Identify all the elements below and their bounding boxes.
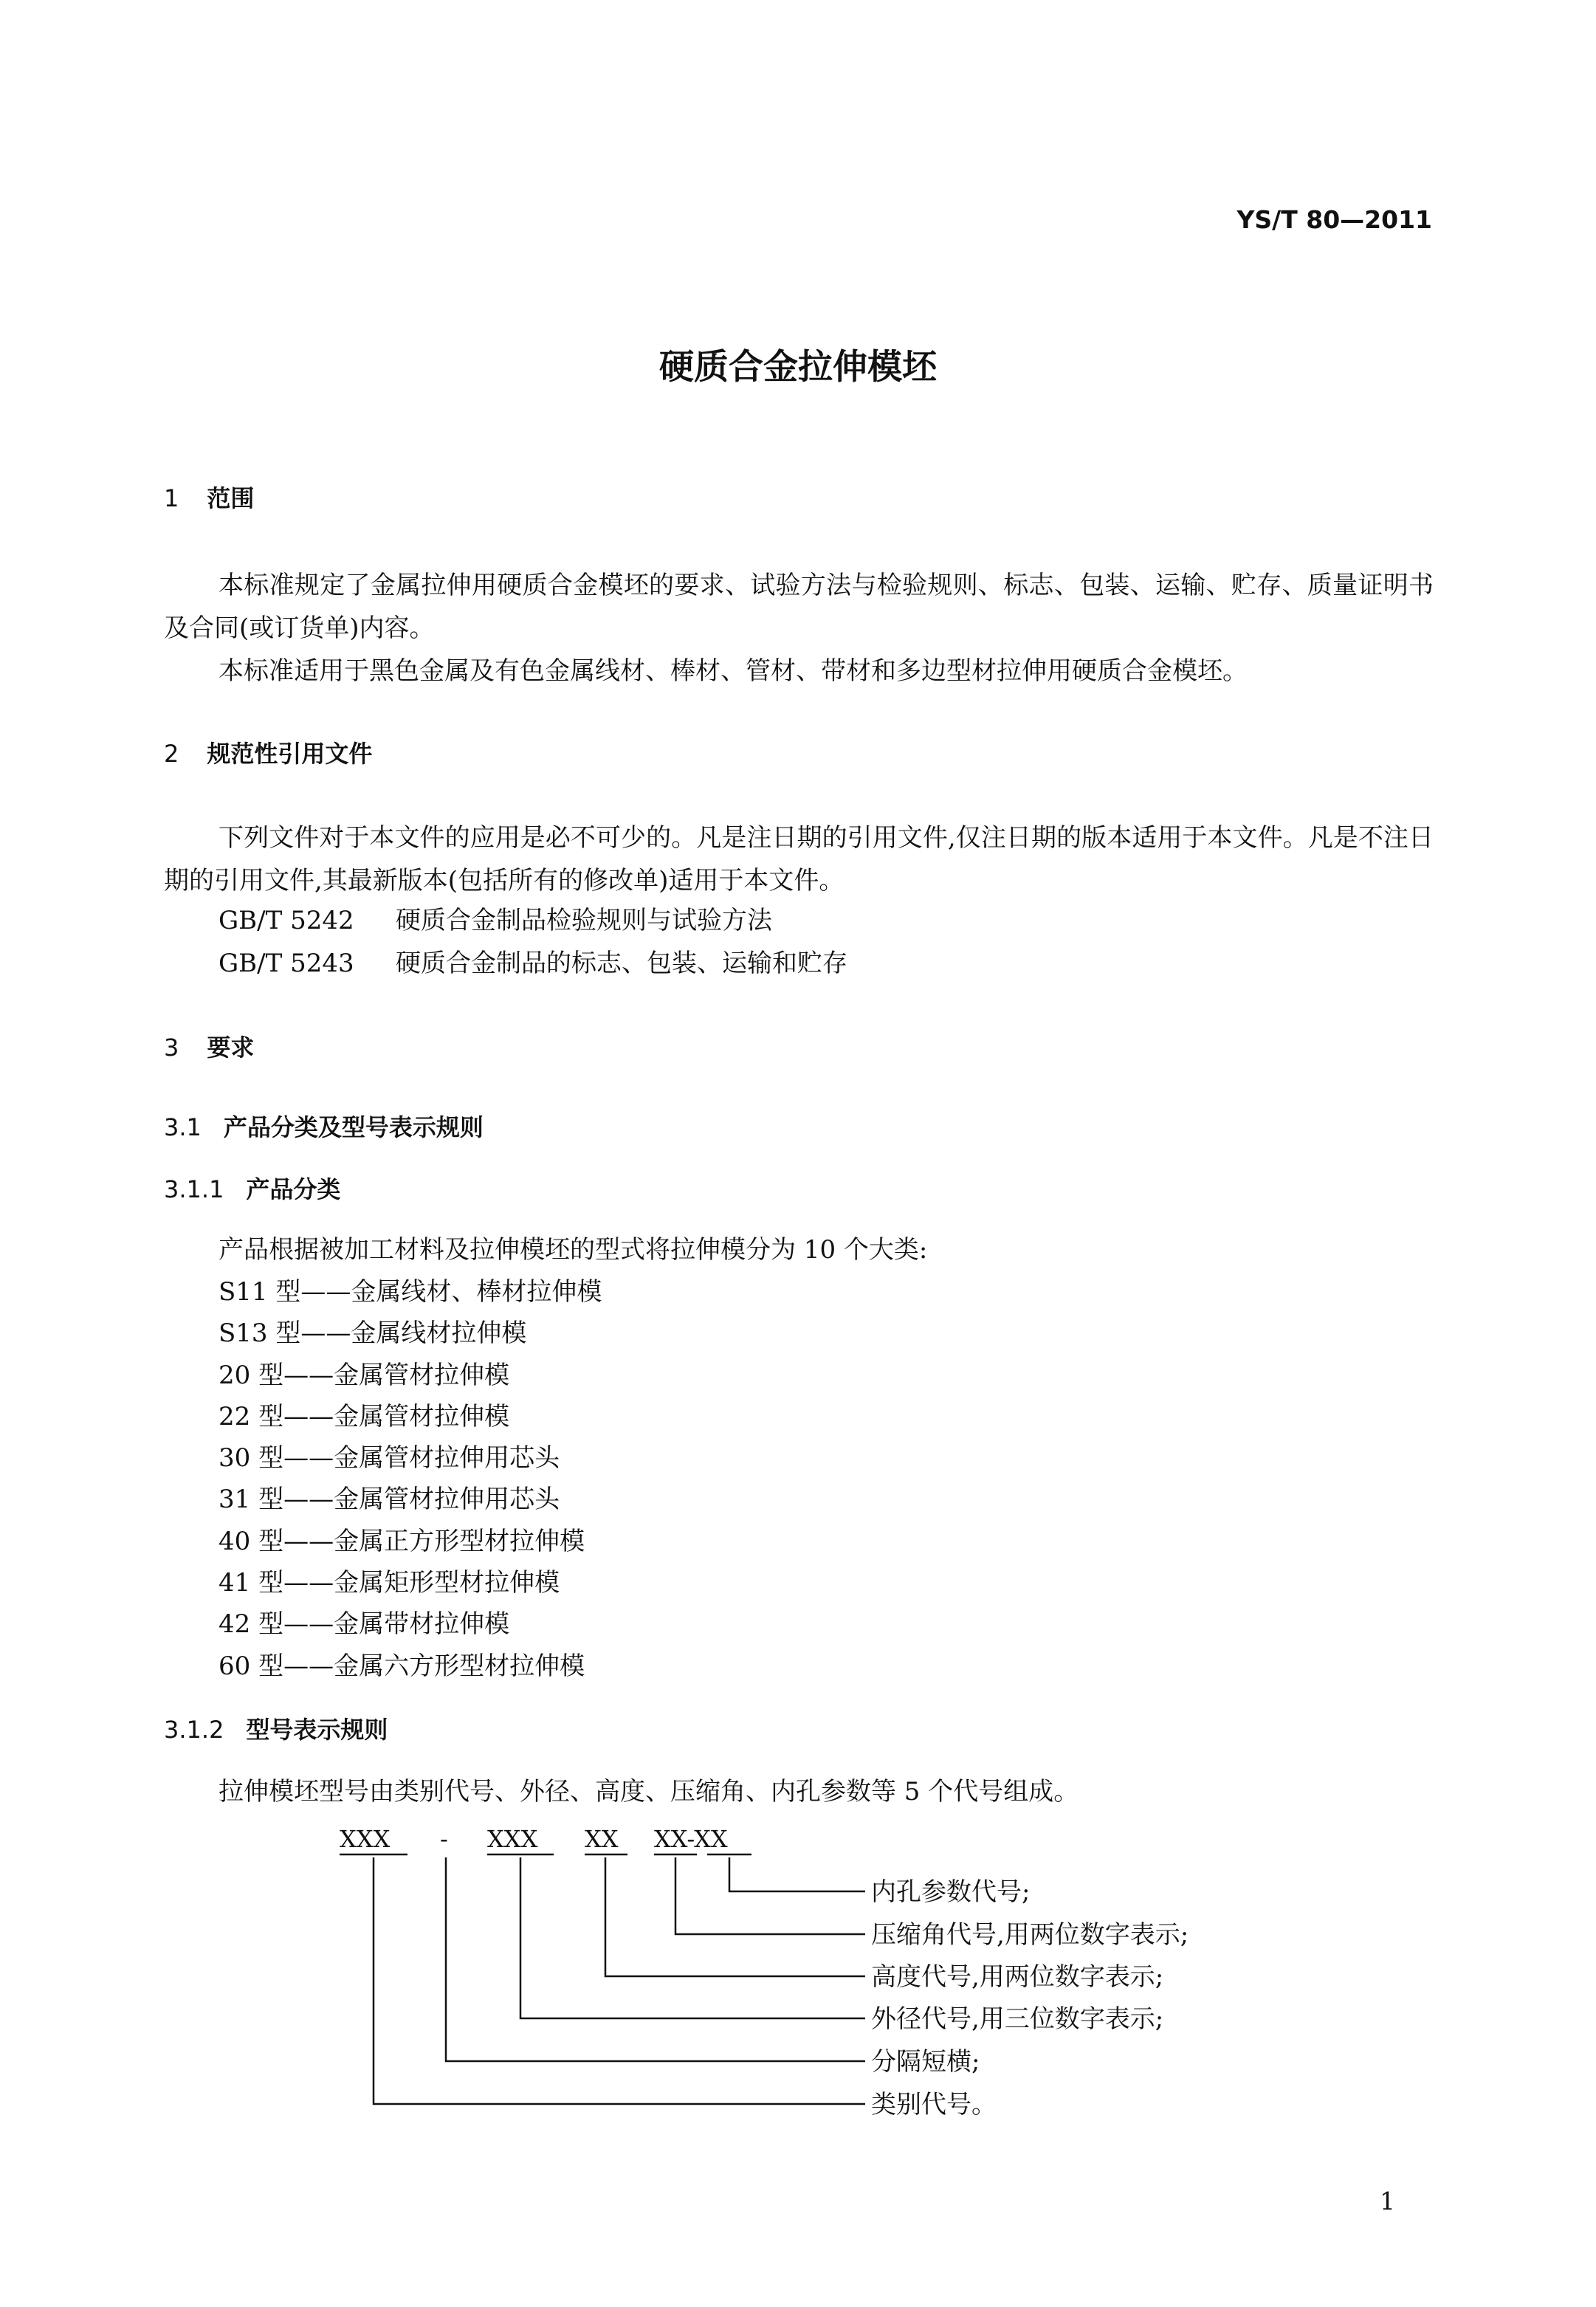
section-3-1-1-heading bbox=[164, 1171, 340, 1205]
list-item bbox=[219, 1396, 602, 1437]
references-paragraph: 下列文件对于本文件的应用是必不可少的。凡是注日期的引用文件,仅注日期的版本适用于本文件。凡是不注日期的引用文件,其最新版本(包括所有的修改单)适用于本文件。 bbox=[164, 823, 1434, 895]
diagram-label: 分隔短横; bbox=[871, 2047, 980, 2077]
type-desc: ——金属带材拉伸模 bbox=[283, 1609, 510, 1640]
section-number: 1 bbox=[164, 484, 179, 512]
section-2-heading bbox=[164, 735, 372, 769]
section-number: 3 bbox=[164, 1034, 179, 1062]
list-item bbox=[219, 1646, 602, 1687]
code-outer-diameter: XXX bbox=[487, 1825, 538, 1853]
reference-title: 硬质合金制品的标志、包装、运输和贮存 bbox=[396, 949, 847, 978]
model-rule-intro: 拉伸模坯型号由类别代号、外径、高度、压缩角、内孔参数等 5 个代号组成。 bbox=[219, 1777, 1079, 1806]
type-code: S13 型 bbox=[219, 1318, 301, 1349]
type-code: 31 型 bbox=[219, 1485, 284, 1515]
leader-line bbox=[520, 1857, 865, 2018]
type-desc: ——金属线材拉伸模 bbox=[300, 1318, 527, 1349]
list-item bbox=[219, 1521, 602, 1562]
type-desc: ——金属线材、棒材拉伸模 bbox=[300, 1277, 602, 1307]
diagram-label: 内孔参数代号; bbox=[871, 1877, 1031, 1907]
section-title: 规范性引用文件 bbox=[207, 740, 373, 768]
leader-line bbox=[446, 1857, 865, 2061]
diagram-label: 压缩角代号,用两位数字表示; bbox=[871, 1920, 1189, 1950]
section-title: 要求 bbox=[207, 1034, 255, 1062]
reference-item bbox=[219, 942, 847, 985]
list-item bbox=[219, 1313, 602, 1354]
type-desc: ——金属管材拉伸用芯头 bbox=[283, 1443, 560, 1474]
model-code-diagram bbox=[0, 1816, 1596, 2141]
list-item bbox=[219, 1437, 602, 1479]
type-desc: ——金属管材拉伸模 bbox=[283, 1360, 510, 1390]
list-item bbox=[219, 1271, 602, 1313]
type-code: 20 型 bbox=[219, 1360, 284, 1390]
section-number: 3.1.2 bbox=[164, 1716, 224, 1744]
page-number: 1 bbox=[1380, 2187, 1395, 2215]
diagram-label: 类别代号。 bbox=[871, 2090, 997, 2119]
scope-paragraph-2: 本标准适用于黑色金属及有色金属线材、棒材、管材、带材和多边型材拉伸用硬质合金模坯。 bbox=[219, 656, 1248, 686]
list-item bbox=[219, 1603, 602, 1645]
section-1-heading bbox=[164, 480, 254, 514]
list-item bbox=[219, 1479, 602, 1520]
section-3-1-heading bbox=[164, 1109, 484, 1143]
list-item bbox=[219, 1355, 602, 1396]
type-desc: ——金属矩形型材拉伸模 bbox=[283, 1568, 560, 1598]
type-desc: ——金属管材拉伸模 bbox=[283, 1401, 510, 1431]
code-category: XXX bbox=[340, 1825, 391, 1853]
reference-item bbox=[219, 899, 772, 942]
section-number: 2 bbox=[164, 740, 179, 768]
type-list bbox=[219, 1271, 602, 1687]
leader-line bbox=[374, 1857, 865, 2104]
section-title: 型号表示规则 bbox=[246, 1716, 388, 1744]
type-desc: ——金属六方形型材拉伸模 bbox=[283, 1651, 585, 1681]
document-title: 硬质合金拉伸模坯 bbox=[659, 347, 937, 388]
section-3-1-2-heading bbox=[164, 1711, 388, 1745]
section-number: 3.1 bbox=[164, 1113, 202, 1141]
type-code: 42 型 bbox=[219, 1609, 284, 1640]
diagram-label: 高度代号,用两位数字表示; bbox=[871, 1962, 1164, 1992]
section-title: 产品分类及型号表示规则 bbox=[223, 1113, 484, 1141]
code-angle-bore: XX-XX bbox=[654, 1825, 728, 1853]
reference-code: GB/T 5242 bbox=[219, 906, 354, 935]
section-title: 范围 bbox=[207, 484, 255, 512]
type-code: 41 型 bbox=[219, 1568, 284, 1598]
type-code: 40 型 bbox=[219, 1526, 284, 1556]
leader-line bbox=[729, 1857, 865, 1891]
list-item bbox=[219, 1562, 602, 1603]
type-code: 22 型 bbox=[219, 1401, 284, 1431]
type-desc: ——金属正方形型材拉伸模 bbox=[283, 1526, 585, 1556]
classification-intro: 产品根据被加工材料及拉伸模坯的型式将拉伸模分为 10 个大类: bbox=[219, 1235, 928, 1265]
scope-paragraph-1: 本标准规定了金属拉伸用硬质合金模坯的要求、试验方法与检验规则、标志、包装、运输、贮存、质量证明书及合同(或订货单)内容。 bbox=[164, 571, 1434, 643]
type-desc: ——金属管材拉伸用芯头 bbox=[283, 1485, 560, 1515]
reference-title: 硬质合金制品检验规则与试验方法 bbox=[396, 906, 772, 935]
section-title: 产品分类 bbox=[246, 1175, 341, 1203]
leader-line bbox=[675, 1857, 865, 1934]
type-code: S11 型 bbox=[219, 1277, 301, 1307]
standard-code: YS/T 80—2011 bbox=[1236, 205, 1432, 234]
diagram-label: 外径代号,用三位数字表示; bbox=[871, 2004, 1164, 2034]
code-separator: - bbox=[440, 1825, 448, 1853]
reference-code: GB/T 5243 bbox=[219, 949, 354, 978]
leader-line bbox=[605, 1857, 865, 1976]
code-height: XX bbox=[585, 1825, 619, 1853]
section-number: 3.1.1 bbox=[164, 1175, 224, 1203]
type-code: 60 型 bbox=[219, 1651, 284, 1681]
section-3-heading bbox=[164, 1029, 254, 1063]
type-code: 30 型 bbox=[219, 1443, 284, 1474]
